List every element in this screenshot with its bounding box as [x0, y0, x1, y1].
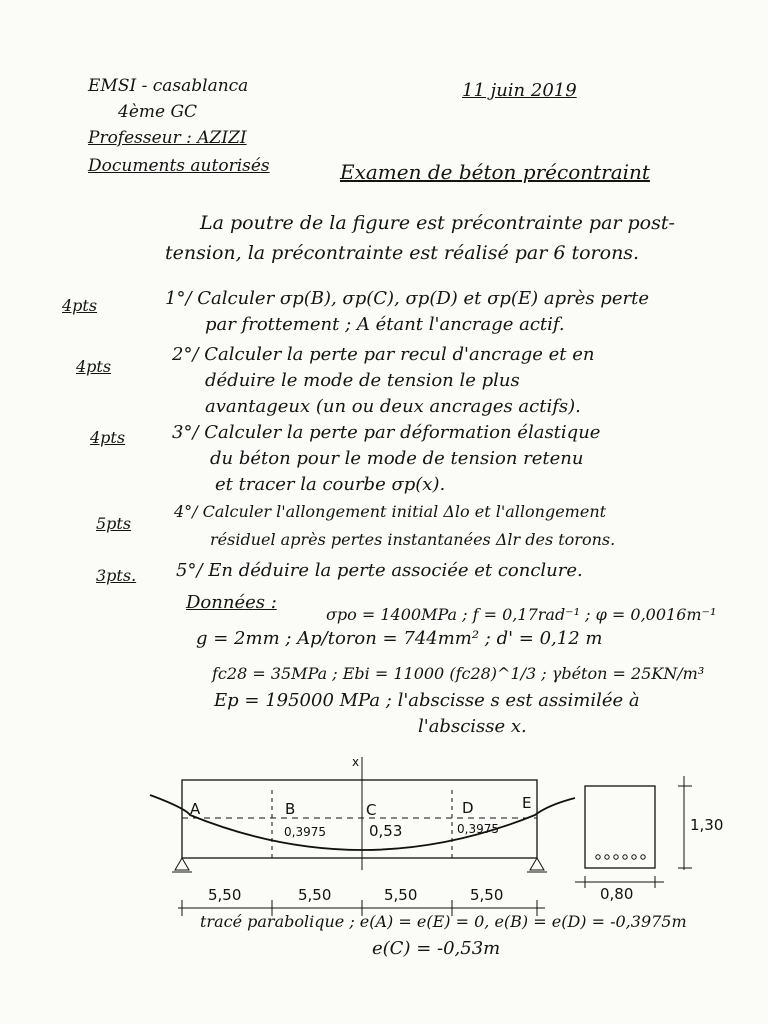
label-d: D [462, 799, 474, 817]
intro-line-2: tension, la précontrainte est réalisé par 6 torons. [165, 242, 640, 264]
figure-caption-2: e(C) = -0,53m [372, 938, 501, 959]
label-a: A [190, 800, 201, 818]
q2-line-3: avantageux (un ou deux ancrages actifs). [205, 396, 581, 417]
q5-line-1: 5°/ En déduire la perte associée et conclure. [176, 560, 583, 581]
strands-group [596, 855, 645, 859]
q5-points: 3pts. [96, 566, 137, 585]
q2-line-1: 2°/ Calculer la perte par recul d'ancrage et en [172, 344, 595, 365]
q4-line-2: résiduel après pertes instantanées Δlr des torons. [210, 530, 616, 549]
section-height: 1,30 [690, 816, 724, 834]
support-left [175, 858, 189, 870]
q3-line-1: 3°/ Calculer la perte par déformation élastique [172, 422, 601, 443]
span-3: 5,50 [384, 886, 418, 904]
section-width: 0,80 [600, 885, 634, 903]
figure-caption-1: tracé parabolique ; e(A) = e(E) = 0, e(B) = e(D) = -0,3975m [200, 912, 687, 931]
q2-line-2: déduire le mode de tension le plus [205, 370, 520, 391]
intro-line-1: La poutre de la figure est précontrainte par post- [200, 212, 675, 234]
q3-line-2: du béton pour le mode de tension retenu [210, 448, 584, 469]
q4-points: 5pts [96, 514, 132, 533]
label-e: E [522, 794, 532, 812]
documents-note: Documents autorisés [88, 156, 270, 176]
span-4: 5,50 [470, 886, 504, 904]
professor-name: Professeur : AZIZI [88, 128, 247, 148]
ecc-c: 0,53 [369, 822, 403, 840]
q1-line-2: par frottement ; A étant l'ancrage actif. [205, 314, 565, 335]
beam-outline [182, 780, 537, 858]
exam-title: Examen de béton précontraint [340, 160, 650, 184]
label-b: B [285, 800, 296, 818]
data-line-3: fc28 = 35MPa ; Ebi = 11000 (fc28)^1/3 ; γbéton = 25KN/m³ [212, 664, 705, 683]
class-level: 4ème GC [118, 102, 198, 122]
data-line-5: l'abscisse x. [418, 716, 527, 737]
q2-points: 4pts [76, 357, 112, 376]
school-name: EMSI - casablanca [88, 76, 249, 96]
axis-label: x [352, 755, 360, 769]
data-heading: Données : [186, 592, 277, 613]
label-c: C [366, 801, 377, 819]
q1-line-1: 1°/ Calculer σp(B), σp(C), σp(D) et σp(E) après perte [165, 288, 649, 309]
data-line-4: Ep = 195000 MPa ; l'abscisse s est assimilée à [214, 690, 640, 711]
q3-line-3: et tracer la courbe σp(x). [215, 474, 446, 495]
ecc-d: 0,3975 [457, 822, 499, 836]
data-line-2: g = 2mm ; Ap/toron = 744mm² ; d' = 0,12 m [196, 628, 603, 649]
q1-points: 4pts [62, 296, 98, 315]
span-1: 5,50 [208, 886, 242, 904]
support-right [530, 858, 544, 870]
q4-line-1: 4°/ Calculer l'allongement initial Δlo et l'allongement [174, 502, 607, 521]
data-line-1: σpo = 1400MPa ; f = 0,17rad⁻¹ ; φ = 0,0016m⁻¹ [326, 605, 717, 624]
q3-points: 4pts [90, 428, 126, 447]
ecc-b: 0,3975 [284, 825, 326, 839]
exam-date: 11 juin 2019 [462, 80, 577, 101]
span-2: 5,50 [298, 886, 332, 904]
